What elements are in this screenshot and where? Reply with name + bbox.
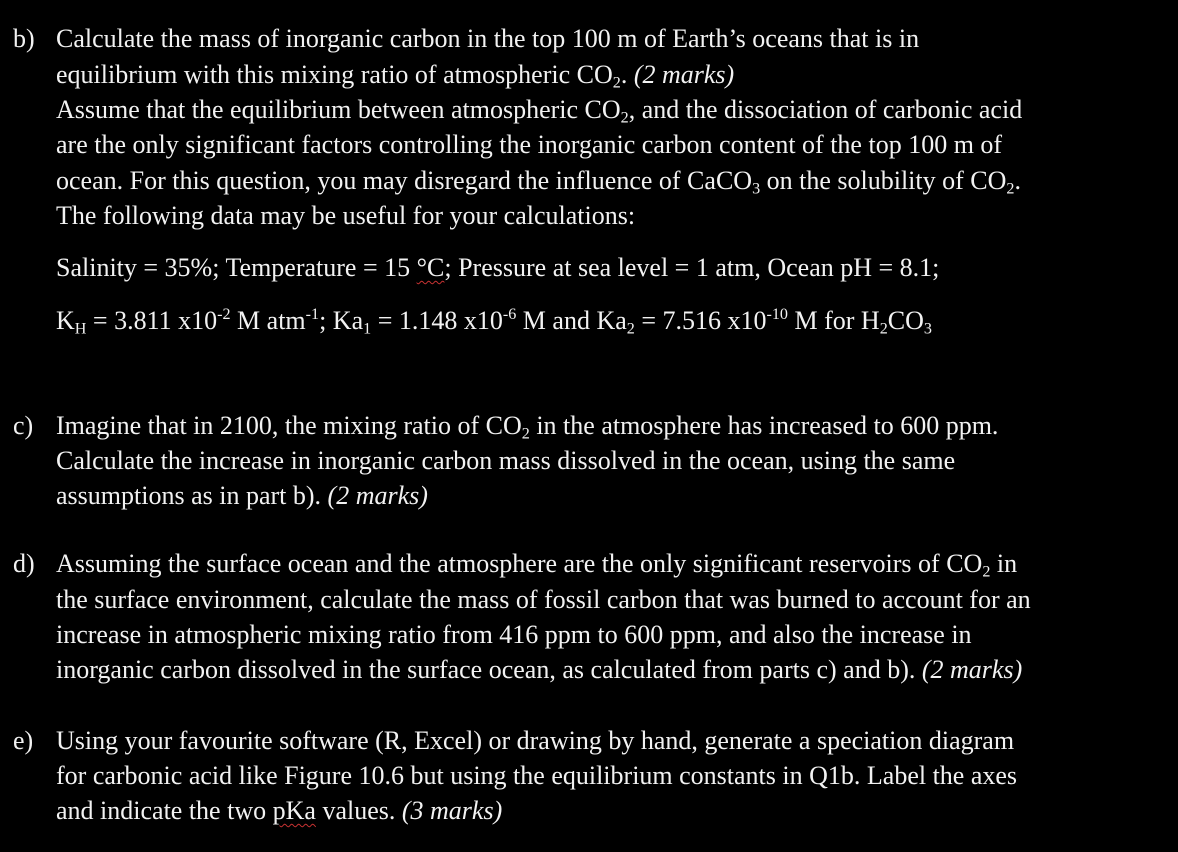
part-b-line-3: Assume that the equilibrium between atmospheric $CO_2$, and the dissociation of carbonic acid (56, 95, 1023, 127)
part-c-label: c) (13, 411, 34, 440)
part-d-line-3: increase in atmospheric mixing ratio from 416 ppm to 600 ppm, and also the increase in (56, 620, 972, 649)
part-b-data-conditions: Salinity = 35%; Temperature = 15 °C; Pressure at sea level = 1 atm, Ocean pH = 8.1; (56, 253, 940, 282)
part-c-line-3: assumptions as in part b). (2 marks) (56, 481, 428, 510)
part-c-line-2: Calculate the increase in inorganic carbon mass dissolved in the ocean, using the same (56, 446, 956, 475)
part-d-line-2: the surface environment, calculate the mass of fossil carbon that was burned to account for an (56, 585, 1031, 614)
part-b-line-4: are the only significant factors controlling the inorganic carbon content of the top 100 m of (56, 130, 1003, 159)
part-b-line-5: ocean. For this question, you may disregard the influence of CaCO$_3$ on the solubility of $CO_2$. (56, 166, 1021, 198)
spellcheck-underline: °C (416, 253, 445, 282)
part-d-line-4: inorganic carbon dissolved in the surface ocean, as calculated from parts c) and b). (2 marks) (56, 655, 1023, 684)
part-c-marks: (2 marks) (327, 481, 428, 510)
part-b-marks: (2 marks) (633, 60, 735, 89)
part-e-line-3: and indicate the two pKa values. (3 marks) (56, 796, 503, 825)
part-d-line-1: Assuming the surface ocean and the atmosphere are the only significant reservoirs of $CO_2$ in (56, 549, 1018, 581)
part-d-label: d) (13, 549, 35, 578)
part-c-line-1: Imagine that in 2100, the mixing ratio of $CO_2$ in the atmosphere has increased to 600 ppm. (56, 411, 999, 443)
part-e-marks: (3 marks) (401, 796, 503, 825)
part-d-marks: (2 marks) (921, 655, 1023, 684)
part-b-line-2: equilibrium with this mixing ratio of atmospheric $CO_2$. (2 marks) (56, 60, 735, 92)
part-b-line-1: Calculate the mass of inorganic carbon in the top 100 m of Earth’s oceans that is in (56, 24, 920, 53)
spellcheck-underline: pKa (272, 796, 316, 825)
part-e-label: e) (13, 726, 34, 755)
part-e-line-1: Using your favourite software (R, Excel) or drawing by hand, generate a speciation diagram (56, 726, 1015, 755)
part-b-line-6: The following data may be useful for your calculations: (56, 201, 636, 230)
part-b-data-constants: $K_H = 3.811$ $x10^{-2}$ M atm$^{-1}$; $Ka_1 = 1.148$ $x10^{-6}$ M and $Ka_2 = 7.516$ $x10^{-10}$ M for $H_2CO_3$ (56, 306, 932, 338)
part-b-label: b) (13, 24, 35, 53)
part-e-line-2: for carbonic acid like Figure 10.6 but using the equilibrium constants in Q1b. Label the axes (56, 761, 1018, 790)
